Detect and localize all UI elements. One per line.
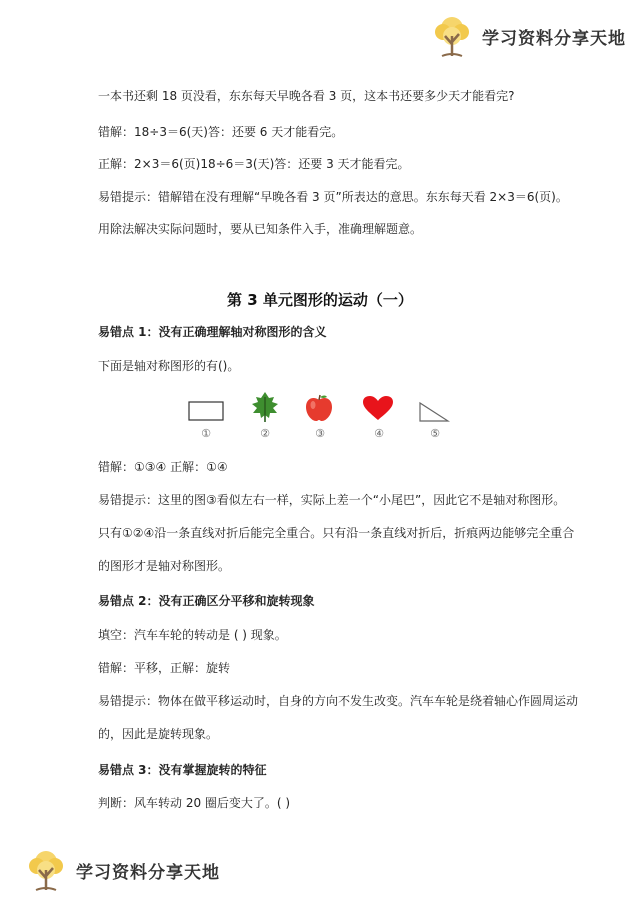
tree-logo-icon xyxy=(24,848,68,892)
figure-label-1: ① xyxy=(201,427,211,440)
tree-leaf-figure xyxy=(250,391,280,427)
p1-answer: 错解：①③④ 正解：①④ xyxy=(98,460,228,474)
figure-label-4: ④ xyxy=(374,427,384,440)
p1-tip-3: 的图形才是轴对称图形。 xyxy=(98,559,231,573)
p2-question: 填空：汽车车轮的转动是 ( ) 现象。 xyxy=(98,628,287,642)
symmetry-figures xyxy=(180,395,460,445)
p1-tip-2: 只有①②④沿一条直线对折后能完全重合。只有沿一条直线对折后，折痕两边能够完全重合 xyxy=(98,526,575,540)
apple-figure xyxy=(304,393,334,427)
intro-tip-2: 用除法解决实际问题时，要从已知条件入手，准确理解题意。 xyxy=(98,222,423,236)
rectangle-figure xyxy=(188,401,224,425)
p2-tip-2: 的，因此是旋转现象。 xyxy=(98,727,219,741)
p2-answer: 错解：平移，正解：旋转 xyxy=(98,661,231,675)
brand-name: 学习资料分享天地 xyxy=(482,28,626,49)
figure-label-5: ⑤ xyxy=(430,427,440,440)
p1-heading: 易错点 1：没有正确理解轴对称图形的含义 xyxy=(98,325,327,339)
intro-tip-1: 易错提示：错解错在没有理解“早晚各看 3 页”所表达的意思。东东每天看 2×3＝6(页)。 xyxy=(98,190,568,204)
unit-title: 第 3 单元图形的运动（一） xyxy=(227,291,413,309)
right-triangle-figure xyxy=(418,401,450,427)
heart-figure xyxy=(362,395,394,425)
intro-question: 一本书还剩 18 页没看，东东每天早晚各看 3 页，这本书还要多少天才能看完? xyxy=(98,89,515,103)
p3-question: 判断：风车转动 20 圈后变大了。( ) xyxy=(98,796,291,810)
intro-right-answer: 正解：2×3＝6(页)18÷6＝3(天)答：还要 3 天才能看完。 xyxy=(98,157,410,171)
brand-logo-bottom xyxy=(24,848,220,892)
brand-logo-top xyxy=(430,14,626,58)
p1-question: 下面是轴对称图形的有()。 xyxy=(98,359,240,373)
figure-label-2: ② xyxy=(260,427,270,440)
tree-logo-icon xyxy=(430,14,474,58)
brand-name: 学习资料分享天地 xyxy=(76,862,220,883)
p2-heading: 易错点 2：没有正确区分平移和旋转现象 xyxy=(98,594,315,608)
figure-label-3: ③ xyxy=(315,427,325,440)
p2-tip-1: 易错提示：物体在做平移运动时，自身的方向不发生改变。汽车车轮是绕着轴心作圆周运动 xyxy=(98,694,579,708)
p3-heading: 易错点 3：没有掌握旋转的特征 xyxy=(98,763,267,777)
intro-wrong-answer: 错解：18÷3＝6(天)答：还要 6 天才能看完。 xyxy=(98,125,344,139)
p1-tip-1: 易错提示：这里的图③看似左右一样，实际上差一个“小尾巴”，因此它不是轴对称图形。 xyxy=(98,493,566,507)
